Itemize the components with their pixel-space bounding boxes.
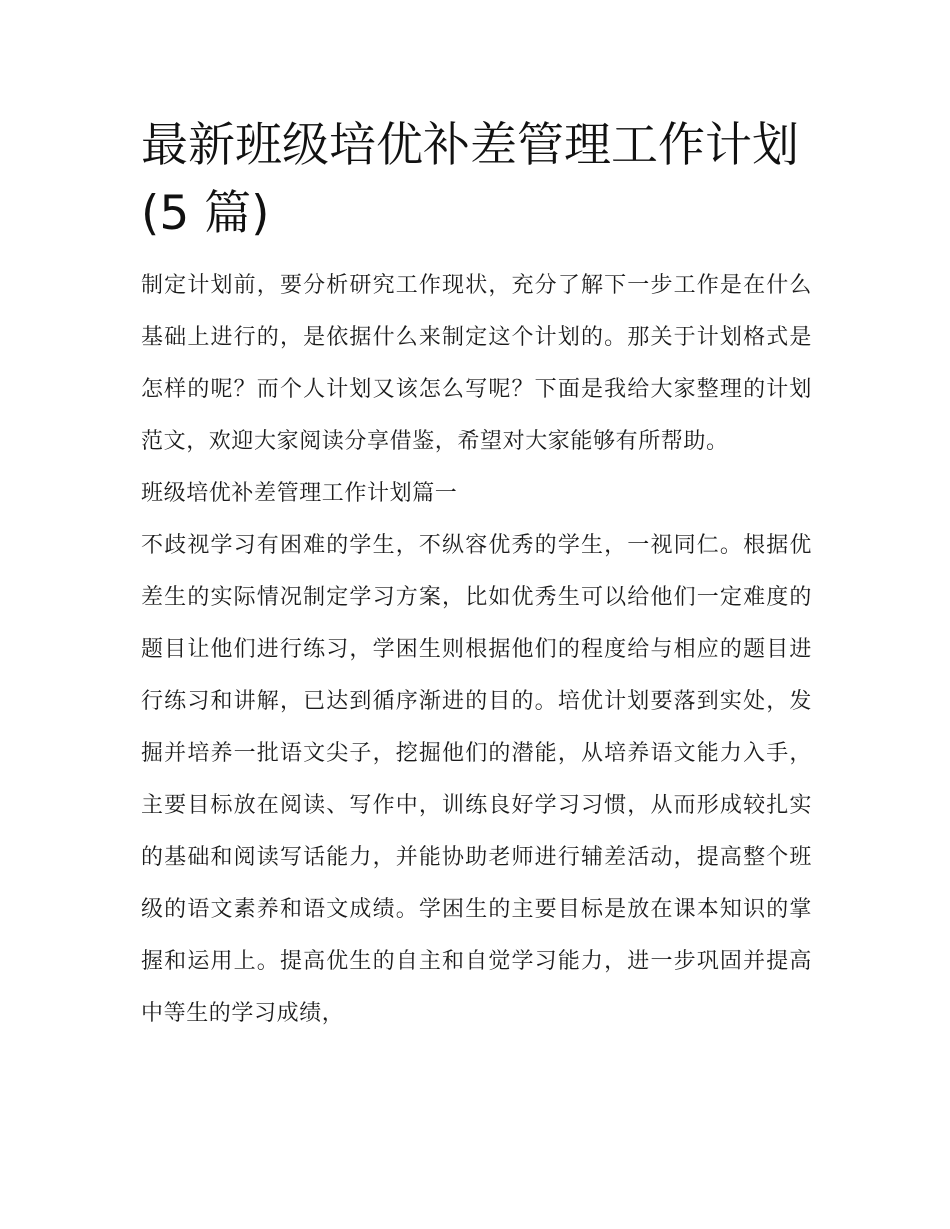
section-body-paragraph: 不歧视学习有困难的学生，不纵容优秀的学生，一视同仁。根据优差生的实际情况制定学习方案，比如优秀生可以给他们一定难度的题目让他们进行练习，学困生则根据他们的程度给与相应的题目进行练习和讲解，已达到循序渐进的目的。培优计划要落到实处，发掘并培养一批语文尖子，挖掘他们的潜能，从培养语文能力入手，主要目标放在阅读、写作中，训练良好学习习惯，从而形成较扎实的基础和阅读写话能力，并能协助老师进行辅差活动，提高整个班级的语文素养和语文成绩。学困生的主要目标是放在课本知识的掌握和运用上。提高优生的自主和自觉学习能力，进一步巩固并提高中等生的学习成绩，	[141, 533, 812, 1026]
document-title: 最新班级培优补差管理工作计划(5 篇)	[141, 118, 799, 241]
section-heading: 班级培优补差管理工作计划篇一	[141, 481, 458, 506]
intro-paragraph: 制定计划前，要分析研究工作现状，充分了解下一步工作是在什么基础上进行的，是依据什么来制定这个计划的。那关于计划格式是怎样的呢？而个人计划又该怎么写呢？下面是我给大家整理的计划范文，欢迎大家阅读分享借鉴，希望对大家能够有所帮助。	[141, 273, 812, 454]
